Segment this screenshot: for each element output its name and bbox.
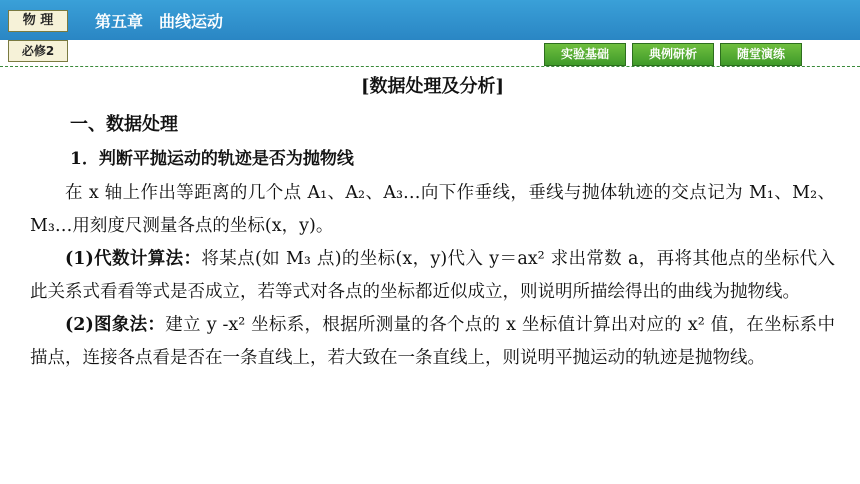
paragraph-graph-method <box>30 309 835 375</box>
paragraph-text: 在 x 轴上作出等距离的几个点 A₁、A₂、A₃…向下作垂线，垂线与抛体轨迹的交点记为 M₁、M₂、M₃…用刻度尺测量各点的坐标(x，y)。 <box>30 183 835 236</box>
paragraph-measure-points <box>30 177 835 243</box>
method-label-graph: (2)图象法： <box>65 315 166 335</box>
tab-experiment-basics[interactable]: 实验基础 <box>544 43 626 66</box>
tab-example-analysis[interactable]: 典例研析 <box>632 43 714 66</box>
volume-label: 必修2 <box>8 40 68 62</box>
paragraph-algebra-method <box>30 243 835 309</box>
nav-tabs <box>544 43 802 66</box>
tab-classroom-practice[interactable]: 随堂演练 <box>720 43 802 66</box>
main-content <box>30 72 835 375</box>
header-divider <box>0 66 860 67</box>
paragraph-text: 将某点(如 M₃ 点)的坐标(x，y)代入 y＝ax² 求出常数 a，再将其他点的坐标代入此关系式看看等式是否成立，若等式对各点的坐标都近似成立，则说明所描绘得出的曲线为抛物线。 <box>30 249 835 302</box>
chapter-title: 第五章 曲线运动 <box>95 12 224 31</box>
heading-parabola-check: 1．判断平抛运动的轨迹是否为抛物线 <box>70 149 354 169</box>
method-label-algebra: (1)代数计算法： <box>65 249 202 269</box>
section-title: [数据处理及分析] <box>360 76 505 97</box>
paragraph-text: 建立 y -x² 坐标系，根据所测量的各个点的 x 坐标值计算出对应的 x² 值，在坐标系中描点，连接各点看是否在一条直线上，若大致在一条直线上，则说明平抛运动的轨迹是抛物线。 <box>30 315 835 368</box>
heading-data-processing: 一、数据处理 <box>70 114 178 135</box>
subject-label: 物 理 <box>8 10 68 32</box>
